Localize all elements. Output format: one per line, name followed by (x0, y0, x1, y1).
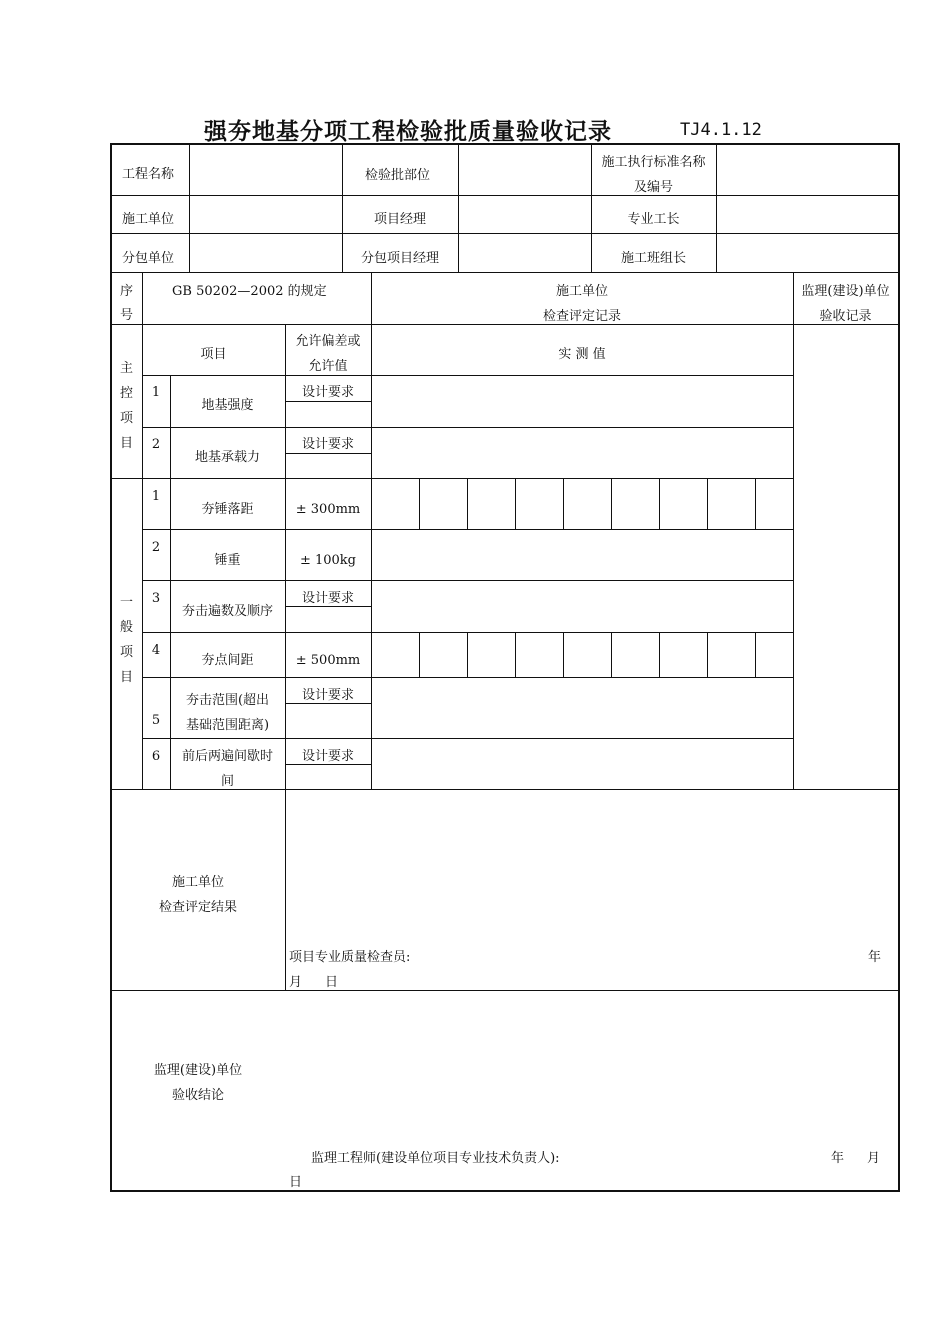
seq-header: 序 (120, 284, 134, 299)
day-label: 日 (325, 975, 339, 990)
standard-label: 施工执行标准名称 (601, 155, 706, 170)
tolerance-header: 允许值 (308, 359, 348, 374)
result-label: 检查评定结果 (158, 900, 237, 915)
row-divider (142, 738, 793, 739)
grid-divider (563, 478, 564, 529)
item-name: 夯锤落距 (201, 502, 254, 517)
grid-divider (419, 478, 420, 529)
item-tolerance: 设计要求 (301, 749, 354, 764)
row-divider (111, 233, 898, 234)
general-label-char: 目 (120, 670, 134, 685)
item-number: 2 (151, 540, 161, 555)
item-number: 4 (151, 643, 161, 658)
main-label-char: 目 (120, 436, 134, 451)
col-divider (458, 145, 459, 272)
item-tolerance: 设计要求 (301, 385, 354, 400)
month-label: 月 (289, 975, 303, 990)
supervision-header: 监理(建设)单位 (801, 284, 890, 299)
constr-header: 施工单位 (555, 284, 608, 299)
constr-header: 检查评定记录 (542, 309, 621, 324)
measured-header: 实 测 值 (558, 347, 606, 362)
item-name: 夯击遍数及顺序 (181, 604, 273, 619)
grid-divider (515, 478, 516, 529)
col-divider (716, 145, 717, 272)
item-tolerance: 设计要求 (301, 437, 354, 452)
project-name-label: 工程名称 (122, 167, 175, 182)
main-label-char: 主 (120, 361, 134, 376)
general-label-char: 一 (120, 595, 134, 610)
conclusion-label: 监理(建设)单位 (153, 1063, 243, 1078)
item-tolerance: ± 500mm (295, 653, 361, 668)
col-divider (189, 145, 190, 272)
tolerance-header: 允许偏差或 (295, 334, 361, 349)
item-name: 基础范围距离) (185, 718, 270, 733)
grid-divider (611, 478, 612, 529)
supervising-engineer-label: 监理工程师(建设单位项目专业技术负责人): (311, 1151, 560, 1166)
month-label: 月 (867, 1151, 881, 1166)
grid-divider (467, 632, 468, 677)
grid-divider (707, 632, 708, 677)
grid-divider (755, 632, 756, 677)
batch-part-label: 检验批部位 (365, 168, 431, 183)
item-number: 6 (151, 749, 161, 764)
general-label-char: 般 (120, 620, 134, 635)
grid-divider (515, 632, 516, 677)
item-name: 前后两遍间歇时 (181, 749, 273, 764)
general-label-char: 项 (120, 645, 134, 660)
foreman-label: 专业工长 (627, 212, 680, 227)
conclusion-label: 验收结论 (171, 1088, 224, 1103)
standard-label: 及编号 (633, 180, 673, 195)
col-divider (793, 272, 794, 789)
project-manager-label: 项目经理 (373, 212, 426, 227)
subcontractor-label: 分包单位 (122, 251, 175, 266)
spec-header: GB 50202—2002 的规定 (172, 284, 327, 299)
grid-divider (419, 632, 420, 677)
row-divider (142, 375, 793, 376)
grid-divider (659, 478, 660, 529)
main-label-char: 控 (120, 386, 134, 401)
item-number: 3 (151, 591, 161, 606)
grid-divider (563, 632, 564, 677)
row-divider (111, 478, 793, 479)
grid-divider (467, 478, 468, 529)
grid-divider (659, 632, 660, 677)
sub-pm-label: 分包项目经理 (360, 251, 439, 266)
item-header: 项目 (200, 347, 227, 362)
supervision-header: 验收记录 (819, 309, 872, 324)
item-name: 地基强度 (201, 398, 254, 413)
item-name: 间 (220, 774, 234, 789)
item-name: 地基承载力 (194, 450, 260, 465)
row-divider (142, 677, 793, 678)
result-label: 施工单位 (171, 875, 224, 890)
seq-header: 号 (120, 308, 134, 323)
quality-inspector-label: 项目专业质量检查员: (289, 950, 411, 965)
row-divider (142, 529, 793, 530)
row-divider (111, 990, 898, 991)
grid-divider (611, 632, 612, 677)
row-divider (142, 427, 793, 428)
item-number: 5 (151, 713, 161, 728)
year-label: 年 (868, 950, 882, 965)
document-title: 强夯地基分项工程检验批质量验收记录 (204, 118, 612, 145)
item-tolerance: 设计要求 (301, 688, 354, 703)
item-tolerance: ± 300mm (295, 502, 361, 517)
row-divider (142, 580, 793, 581)
row-divider (111, 195, 898, 196)
grid-divider (707, 478, 708, 529)
row-divider (111, 272, 898, 273)
form-code: TJ4.1.12 (680, 120, 762, 140)
item-number: 2 (151, 437, 161, 452)
grid-divider (755, 478, 756, 529)
day-label: 日 (289, 1175, 303, 1190)
year-label: 年 (831, 1151, 845, 1166)
item-tolerance: 设计要求 (301, 591, 354, 606)
item-number: 1 (151, 385, 161, 400)
item-name: 锤重 (214, 553, 241, 568)
item-name: 夯点间距 (201, 653, 254, 668)
team-leader-label: 施工班组长 (620, 251, 686, 266)
main-label-char: 项 (120, 411, 134, 426)
contractor-label: 施工单位 (122, 212, 175, 227)
item-name: 夯击范围(超出 (185, 693, 270, 708)
item-tolerance: ± 100kg (299, 553, 357, 568)
item-number: 1 (151, 489, 161, 504)
